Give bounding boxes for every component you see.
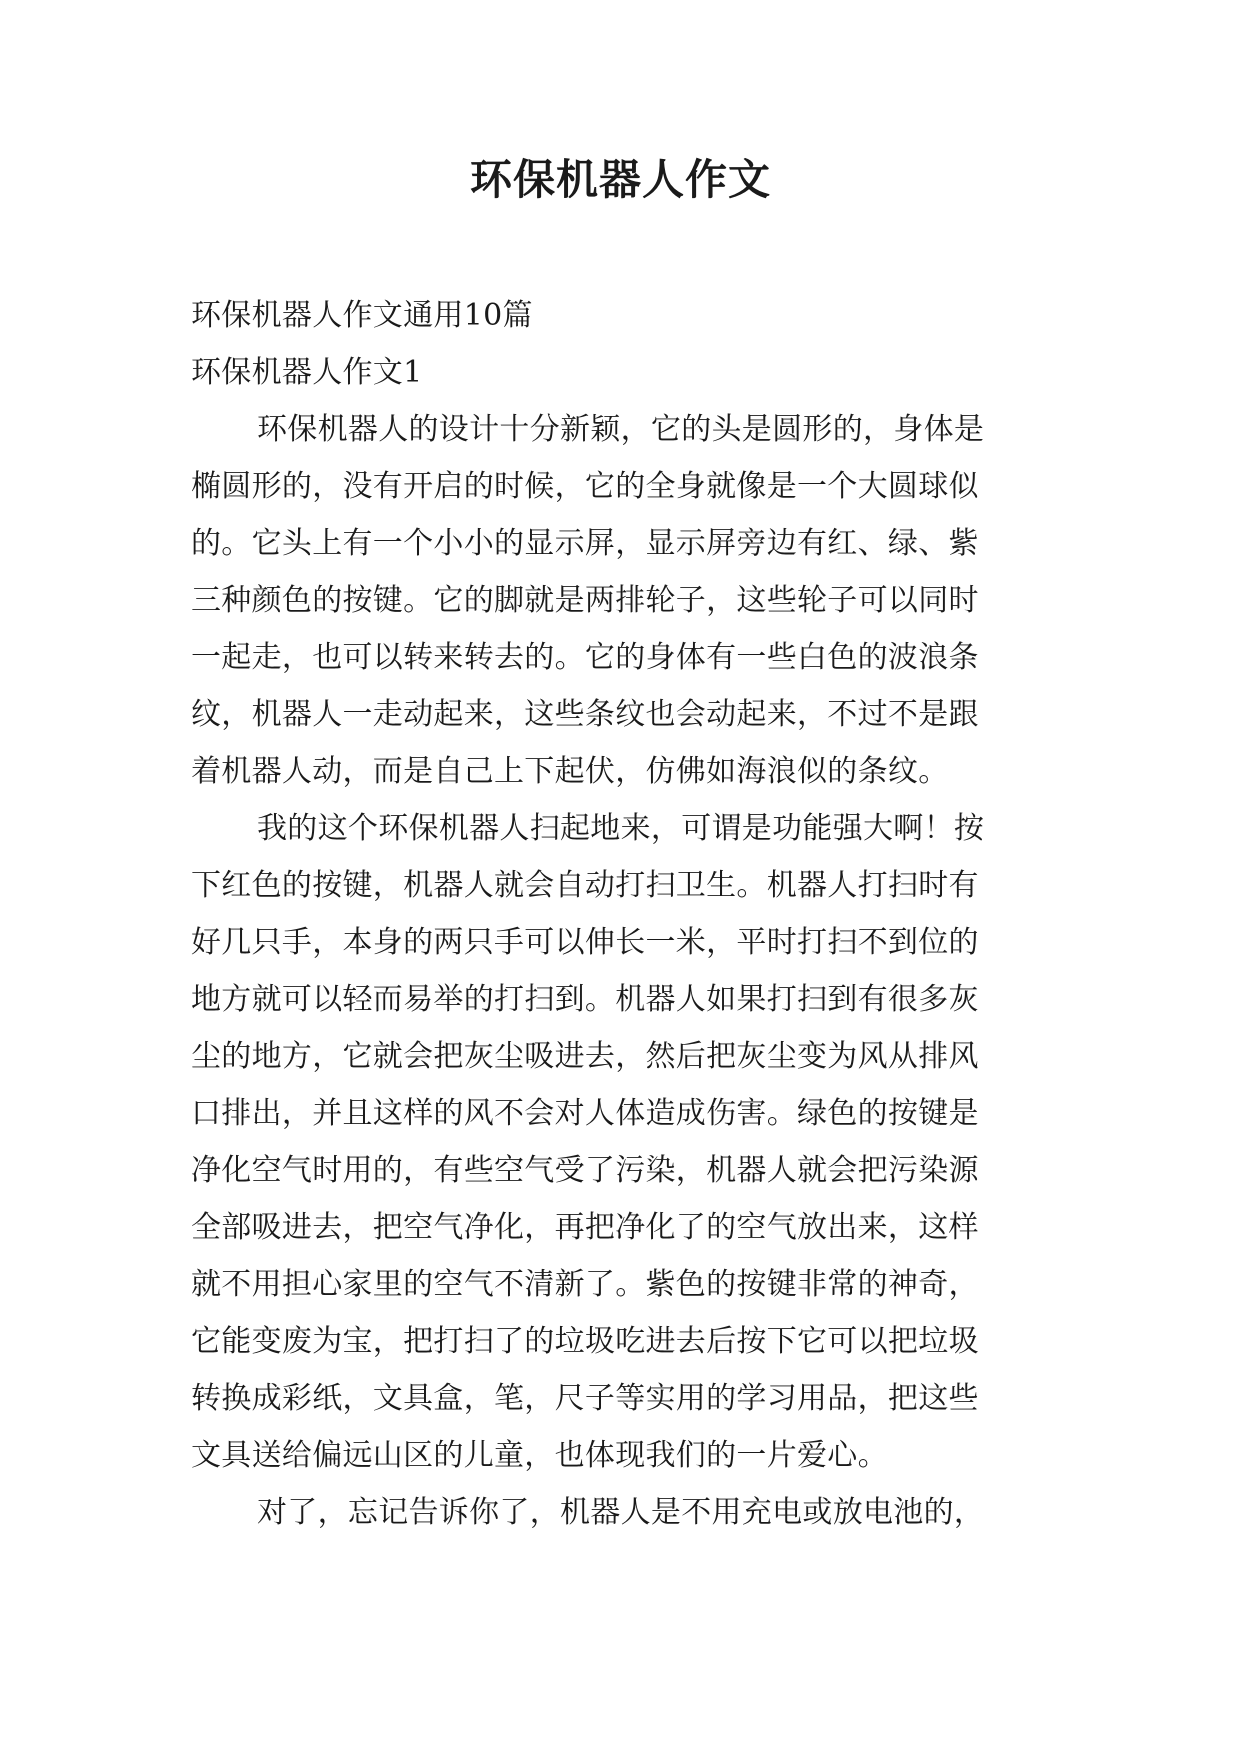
- paragraph-2: [191, 800, 1055, 1484]
- paragraph-line: 椭圆形的，没有开启的时候，它的全身就像是一个大圆球似: [191, 469, 979, 504]
- paragraph-line: 转换成彩纸，文具盒，笔，尺子等实用的学习用品，把这些: [191, 1381, 979, 1416]
- paragraph-3: [191, 1484, 1055, 1541]
- document-subtitle: 环保机器人作文通用10篇: [191, 298, 533, 333]
- paragraph-line: 的。它头上有一个小小的显示屏，显示屏旁边有红、绿、紫: [191, 526, 979, 561]
- paragraph-line: 地方就可以轻而易举的打扫到。机器人如果打扫到有很多灰: [191, 982, 979, 1017]
- paragraph-line: 就不用担心家里的空气不清新了。紫色的按键非常的神奇，: [191, 1267, 979, 1302]
- paragraph-line: 一起走，也可以转来转去的。它的身体有一些白色的波浪条: [191, 640, 979, 675]
- paragraph-line: 着机器人动，而是自己上下起伏，仿佛如海浪似的条纹。: [191, 754, 949, 789]
- paragraph-line: 口排出，并且这样的风不会对人体造成伤害。绿色的按键是: [191, 1096, 979, 1131]
- paragraph-line: 下红色的按键，机器人就会自动打扫卫生。机器人打扫时有: [191, 868, 979, 903]
- paragraph-line: 对了，忘记告诉你了，机器人是不用充电或放电池的，: [257, 1495, 985, 1530]
- paragraph-line: 净化空气时用的，有些空气受了污染，机器人就会把污染源: [191, 1153, 979, 1188]
- paragraph-line: 我的这个环保机器人扫起地来，可谓是功能强大啊！按: [257, 811, 985, 846]
- paragraph-1: [191, 401, 1055, 800]
- section-heading: 环保机器人作文1: [191, 355, 423, 390]
- paragraph-line: 环保机器人的设计十分新颖，它的头是圆形的，身体是: [257, 412, 985, 447]
- document-body: [191, 287, 1055, 1541]
- paragraph-line: 它能变废为宝，把打扫了的垃圾吃进去后按下它可以把垃圾: [191, 1324, 979, 1359]
- paragraph-line: 全部吸进去，把空气净化，再把净化了的空气放出来，这样: [191, 1210, 979, 1245]
- document-title: 环保机器人作文: [469, 155, 771, 204]
- paragraph-line: 三种颜色的按键。它的脚就是两排轮子，这些轮子可以同时: [191, 583, 979, 618]
- paragraph-line: 纹，机器人一走动起来，这些条纹也会动起来，不过不是跟: [191, 697, 979, 732]
- paragraph-line: 尘的地方，它就会把灰尘吸进去，然后把灰尘变为风从排风: [191, 1039, 979, 1074]
- paragraph-line: 好几只手，本身的两只手可以伸长一米，平时打扫不到位的: [191, 925, 979, 960]
- paragraph-line: 文具送给偏远山区的儿童，也体现我们的一片爱心。: [191, 1438, 888, 1473]
